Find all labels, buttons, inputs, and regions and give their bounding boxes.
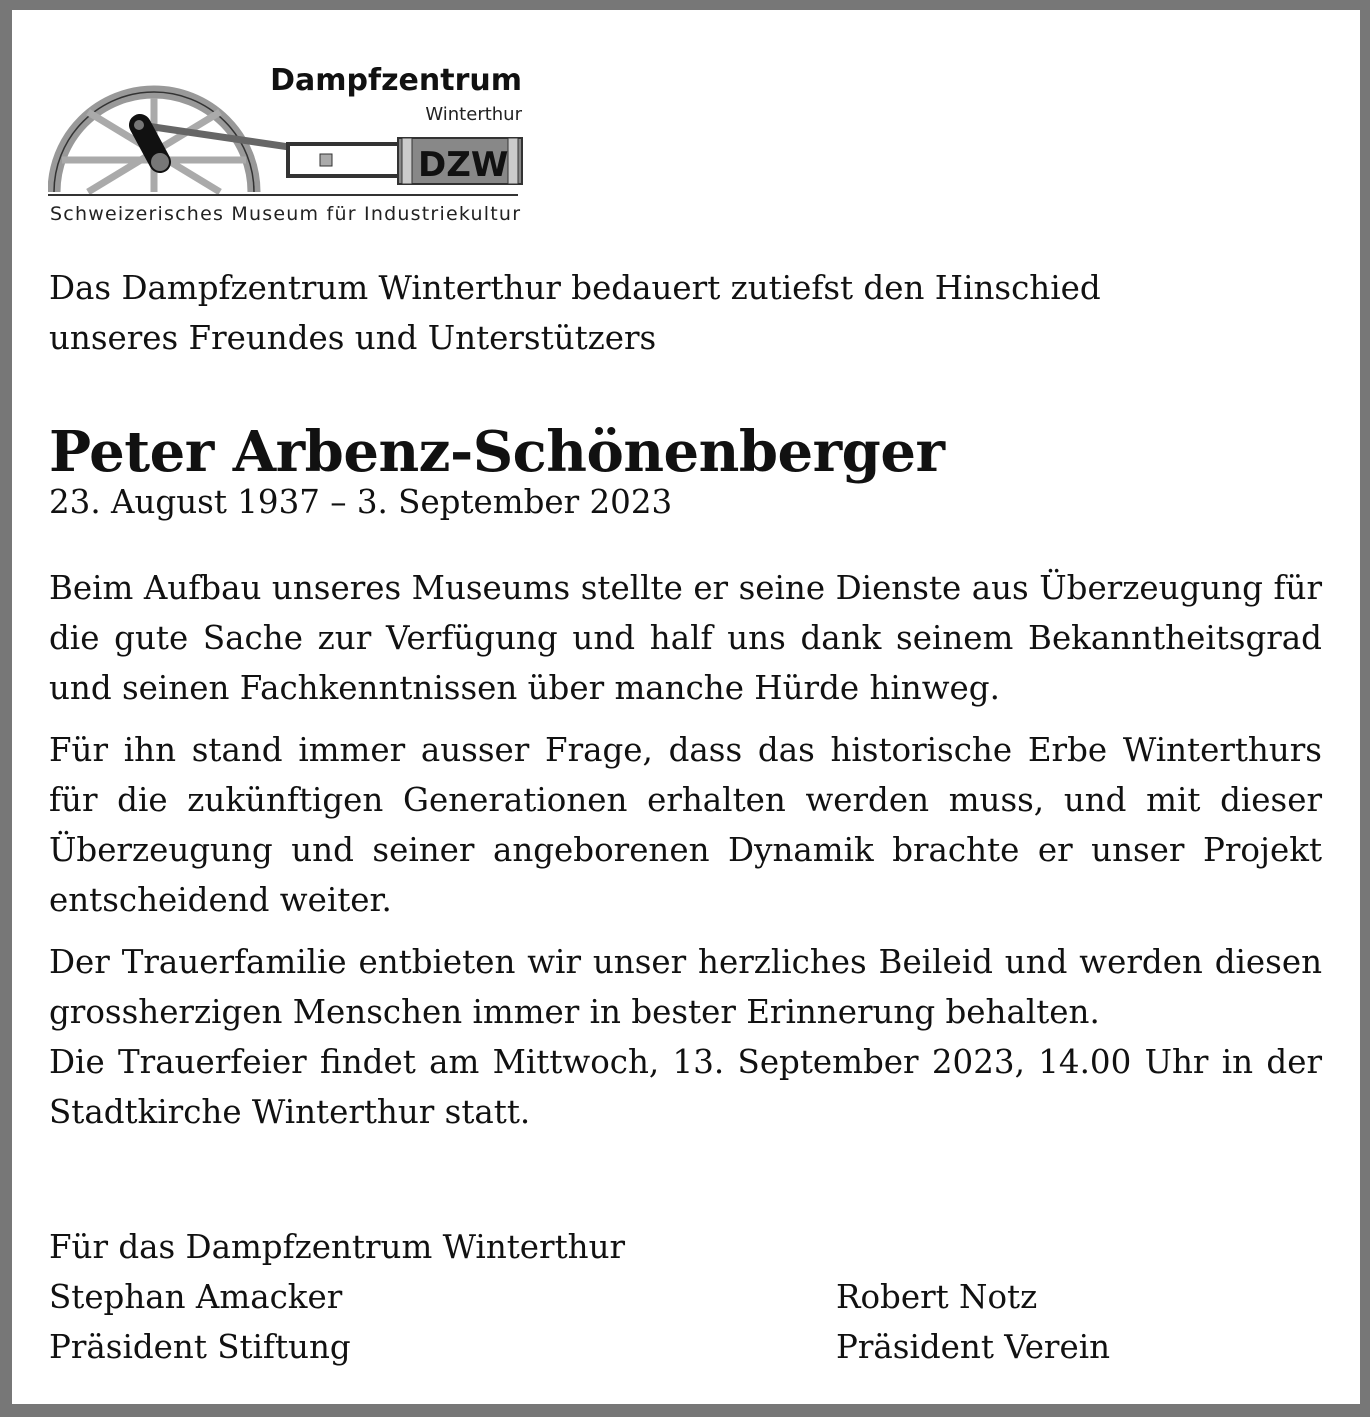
dampfzentrum-logo <box>48 50 528 230</box>
signature-intro: Für das Dampfzentrum Winterthur <box>49 1228 626 1266</box>
logo-badge: DZW <box>418 145 509 185</box>
logo-subtitle: Winterthur <box>425 104 522 125</box>
paragraph: Für ihn stand immer ausser Frage, dass das historische Erbe Winterthurs für die zukünftigen Generationen erhalten werden muss, und mit dieser Überzeugung und seiner angeborenen Dynamik brachte er unser Projekt entscheidend weiter. <box>49 731 1322 919</box>
signer-role: Präsident Verein <box>836 1328 1111 1366</box>
signer-name: Robert Notz <box>836 1278 1038 1316</box>
intro-text <box>49 263 1322 363</box>
signature-right <box>836 1272 1110 1372</box>
signer-role: Präsident Stiftung <box>49 1328 351 1366</box>
paragraph: Die Trauerfeier findet am Mittwoch, 13. September 2023, 14.00 Uhr in der Stadtkirche Winterthur statt. <box>49 1043 1322 1131</box>
signature-left <box>49 1222 625 1372</box>
logo-title: Dampfzentrum <box>270 63 522 98</box>
signer-name: Stephan Amacker <box>49 1278 343 1316</box>
logo-tagline: Schweizerisches Museum für Industriekultur <box>50 203 520 225</box>
intro-line: unseres Freundes und Unterstützers <box>49 319 657 357</box>
life-dates: 23. August 1937 – 3. September 2023 <box>49 483 673 521</box>
obituary-body <box>49 563 1322 1137</box>
obituary-notice <box>12 10 1360 1404</box>
paragraph: Der Trauerfamilie entbieten wir unser herzliches Beileid und werden diesen grossherzigen Menschen immer in bester Erinnerung behalten. <box>49 943 1322 1031</box>
intro-line: Das Dampfzentrum Winterthur bedauert zutiefst den Hinschied <box>49 269 1101 307</box>
deceased-name: Peter Arbenz-Schönenberger <box>49 419 945 485</box>
paragraph: Beim Aufbau unseres Museums stellte er seine Dienste aus Überzeugung für die gute Sache zur Verfügung und half uns dank seinem Bekanntheitsgrad und seinen Fachkenntnissen über manche Hürde hinweg. <box>49 569 1322 707</box>
